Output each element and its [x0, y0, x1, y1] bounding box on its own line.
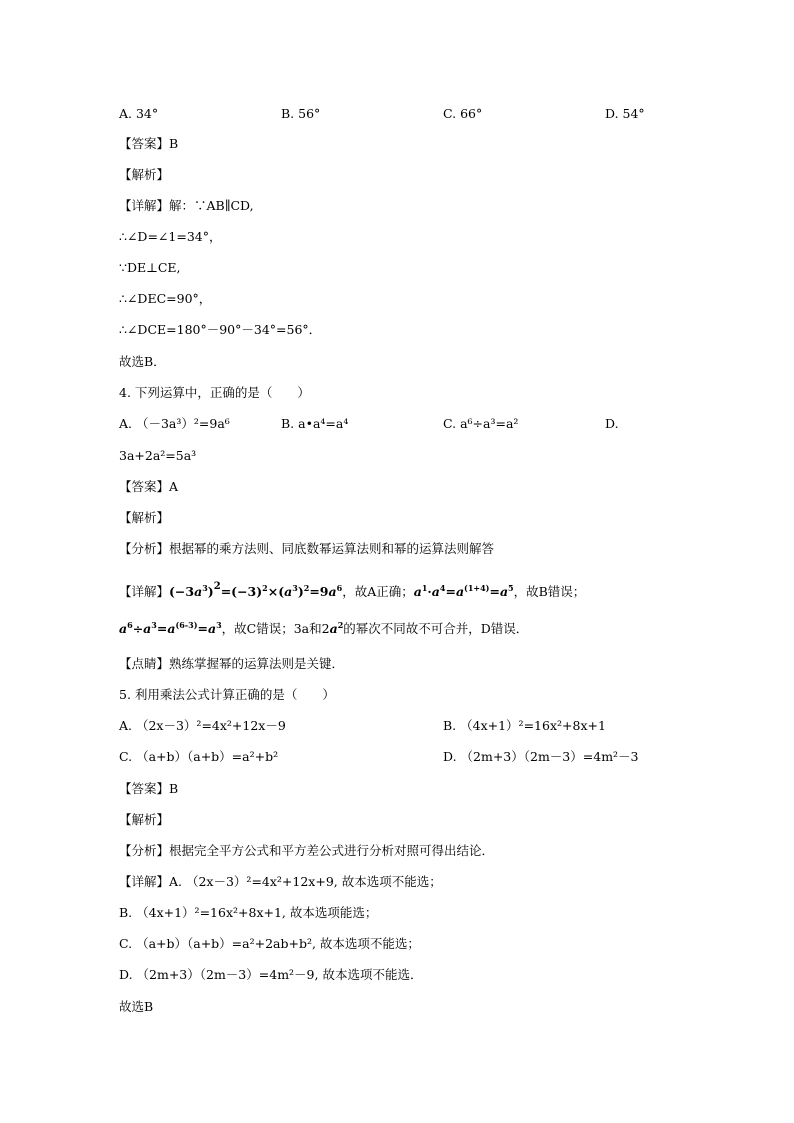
q4-fenxi: 【分析】根据幂的乘方法则、同底数幂运算法则和幂的运算法则解答: [119, 541, 495, 556]
q4-option-d-content: 3a+2a²=5a³: [119, 448, 197, 463]
q5-fenxi: 【分析】根据完全平方公式和平方差公式进行分析对照可得出结论．: [119, 843, 495, 858]
q3-option-c: C. 66°: [443, 106, 483, 121]
q4-stem: 4. 下列运算中，正确的是（ ）: [119, 385, 310, 400]
q3-detail-5: ∴∠DCE=180°－90°－34°=56°．: [119, 322, 322, 337]
q4-formula-product: $a^1\cdot a^4=a^{(1+4)}=a^5$: [413, 583, 514, 599]
q4-analysis-label: 【解析】: [119, 510, 170, 525]
q4-option-a: A. （－3a³）²=9a⁶: [119, 416, 230, 431]
q5-detail-2: B. （4x+1）²=16x²+8x+1, 故本选项能选；: [119, 905, 378, 920]
q4-option-c: C. a⁶÷a³=a²: [443, 416, 519, 431]
q5-option-a: A. （2x－3）²=4x²+12x－9: [119, 718, 286, 733]
q4-formula-quotient: $a^6\div a^3=a^{(6-3)}=a^3$: [119, 620, 222, 636]
q3-answer: 【答案】B: [119, 136, 179, 151]
q3-detail-3: ∵DE⊥CE,: [119, 260, 181, 275]
q3-choose: 故选B．: [119, 354, 166, 369]
q3-detail-2: ∴∠D=∠1=34°，: [119, 229, 222, 244]
q4-formula-a-squared: $a^2$: [329, 620, 344, 636]
q3-option-b: B. 56°: [281, 106, 321, 121]
q4-option-b: B. a•a⁴=a⁴: [281, 416, 349, 431]
q3-detail-4: ∴∠DEC=90°，: [119, 291, 212, 306]
q5-choose: 故选B: [119, 999, 154, 1014]
q3-option-d: D. 54°: [605, 106, 645, 121]
q4-detail-text-c: ，故C错误；3a和2: [221, 621, 330, 636]
q4-dianjing: 【点睛】熟练掌握幂的运算法则是关键．: [119, 656, 345, 671]
q4-option-d: D.: [605, 416, 619, 431]
q3-option-a: A. 34°: [119, 106, 159, 121]
q4-detail-line-1: [119, 581, 586, 600]
q4-detail-prefix: 【详解】: [119, 584, 170, 599]
q5-answer: 【答案】B: [119, 781, 179, 796]
q5-stem: 5. 利用乘法公式计算正确的是（ ）: [119, 687, 335, 702]
q4-detail-line-2: [119, 621, 528, 637]
q3-analysis-label: 【解析】: [119, 167, 170, 182]
q4-detail-text-d: 的幂次不同故不可合并，D错误．: [343, 621, 529, 636]
q4-formula-power: $(-3a^3)^2=(-3)^2\times(a^3)^2=9a^6$: [169, 581, 343, 599]
q3-detail-1: 【详解】解：∵AB∥CD,: [119, 198, 254, 213]
q4-answer: 【答案】A: [119, 479, 179, 494]
q5-detail-4: D. （2m+3）（2m－3）=4m²－9, 故本选项不能选．: [119, 967, 423, 982]
q5-option-c: C. （a+b）（a+b）=a²+b²: [119, 749, 279, 764]
q5-option-d: D. （2m+3）（2m－3）=4m²－3: [443, 749, 639, 764]
q4-detail-text-a: ，故A正确；: [342, 584, 414, 599]
q5-detail-1: 【详解】A. （2x－3）²=4x²+12x+9, 故本选项不能选；: [119, 874, 442, 889]
q5-detail-3: C. （a+b）（a+b）=a²+2ab+b², 故本选项不能选；: [119, 936, 420, 951]
q5-option-b: B. （4x+1）²=16x²+8x+1: [443, 718, 606, 733]
q5-analysis-label: 【解析】: [119, 812, 170, 827]
q4-detail-text-b: ，故B错误；: [513, 584, 586, 599]
